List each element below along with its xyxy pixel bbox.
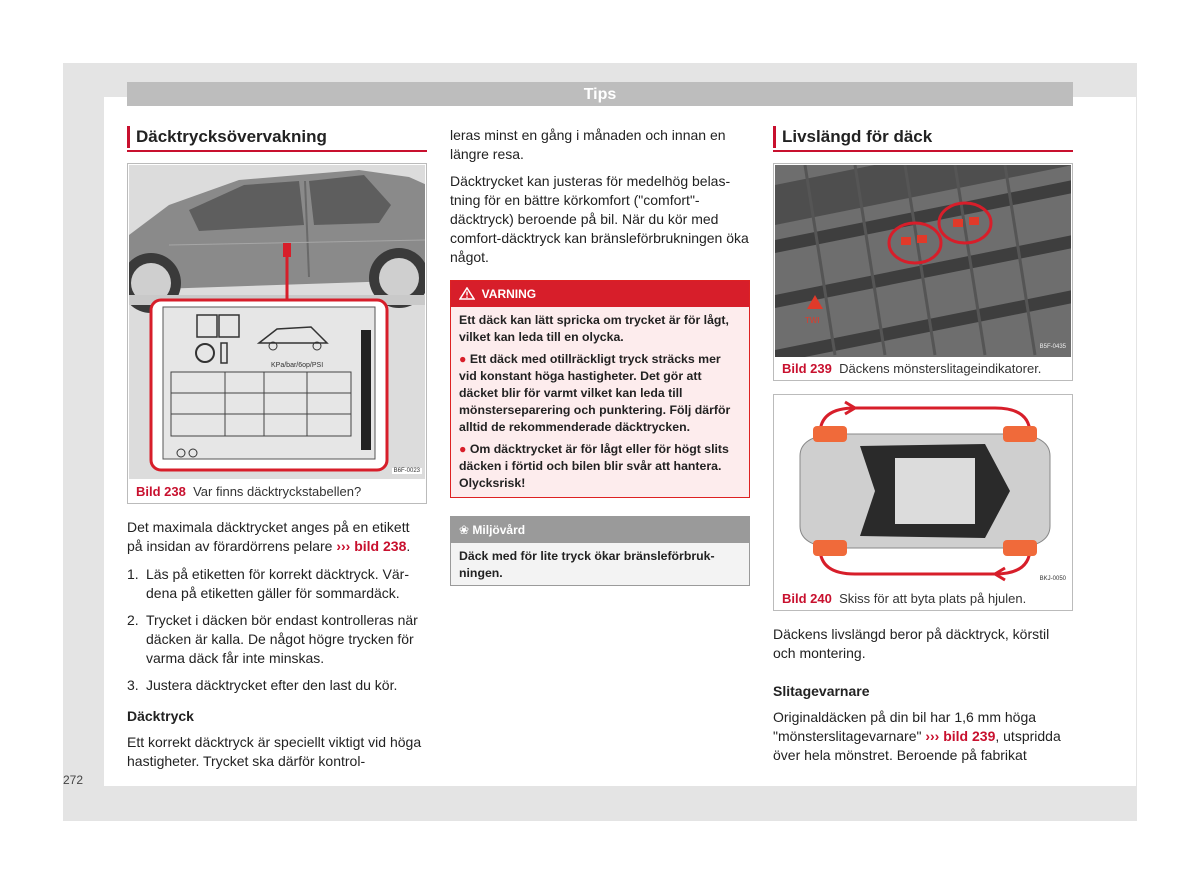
list-item [127,676,427,695]
figure-code: B5F-0435 [1039,344,1066,350]
intro-paragraph [127,518,427,556]
warning-box [450,280,750,498]
placard-units-label: KPa/bar/6op/PSI [271,362,324,369]
continued-paragraph: leras minst en gång i månaden och innan en längre resa. [450,127,726,162]
section-heading-tire-life: Livslängd för däck [773,126,932,148]
step-number: 3. [127,677,139,693]
subheading-tire-pressure: Däcktryck [127,708,194,724]
twi-mark: TWI [805,316,820,325]
figure-239-caption [782,361,1041,376]
wear-indicators-paragraph [773,708,1073,765]
figure-239-link[interactable]: ››› bild 239 [925,728,996,744]
warning-triangle-icon [459,287,475,300]
step-text: Justera däcktrycket efter den last du kör. [146,677,398,693]
page-number: 272 [63,773,84,787]
wheel-rotation-diagram [775,396,1071,586]
steps-list [127,565,427,703]
figure-240-caption [782,591,1026,606]
bullet-icon: ● [459,352,467,366]
bullet-icon: ● [459,442,467,456]
list-item [127,565,427,603]
intro-text: Det maximala däcktrycket anges på en etikett på insidan av förardörrens pelare [127,519,410,554]
wear-text-end: , utspridda över hela mönstret. Beroende på fabrikat [773,728,1061,763]
warning-header [451,281,749,307]
subheading-wear-indicators: Slitagevarnare [773,683,870,699]
intro-period: . [406,538,411,554]
environment-text: Däck med för lite tryck ökar bränsleförbrukningen. [459,549,715,580]
car-door-pillar-illustration [129,165,425,479]
tips-header-bar: Tips [127,82,1073,106]
step-text: Trycket i däcken bör endast kontrolleras när däcken är kalla. De något högre trycken för varma däck får inte minskas. [146,612,418,666]
heading-underline [773,150,1073,152]
environment-title: Miljövård [472,523,526,537]
comfort-pressure-paragraph: Däcktrycket kan justeras för medelhög belastning för en bättre körkomfort ("comfort"-däcktryck) beroende på bil. När du kör med comfort-däcktryck kan bränsleförbrukningen öka något. [450,173,749,265]
environment-box [450,516,750,586]
warning-bullet-text: Ett däck med otillräckligt tryck sträcks mer vid konstant höga hastigheter. Det gör att däcket blir för varmt vilket kan leda till mönsterseparering och punktering. Följ därför alltid de rekommenderade däcktrycken. [459,352,731,434]
figure-caption-text: Var finns däcktryckstabellen? [193,484,362,499]
figure-label: Bild 238 [136,484,186,499]
figure-238-caption [136,484,361,499]
step-text: Läs på etiketten för korrekt däcktryck. Värdena på etiketten gäller för sommardäck. [146,566,410,601]
heading-underline [127,150,427,152]
warning-bullet [459,441,741,492]
figure-label: Bild 240 [782,591,832,606]
wear-text: Originaldäcken på din bil har 1,6 mm höga "mönsterslitagevarnare" [773,709,1037,744]
figure-238 [127,163,427,504]
step-number: 2. [127,612,139,628]
environment-header [451,517,749,543]
warning-title: VARNING [481,287,537,301]
section-heading-tire-pressure: Däcktrycksövervakning [127,126,327,148]
warning-bullet-text: Om däcktrycket är för lågt eller för högt slits däcken i förtid och bilen blir svår att hantera. Olycksrisk! [459,442,729,490]
tire-life-paragraph: Däckens livslängd beror på däcktryck, körstil och montering. [773,626,1050,661]
flower-icon: ❀ [459,523,470,537]
figure-label: Bild 239 [782,361,832,376]
tread-wear-indicator-illustration [775,165,1071,357]
figure-238-link[interactable]: ››› bild 238 [336,538,407,554]
figure-code: BKJ-0050 [1039,576,1066,582]
figure-caption-text: Däckens mönsterslitageindikatorer. [839,361,1042,376]
figure-239 [773,163,1073,381]
tire-pressure-paragraph: Ett korrekt däcktryck är speciellt viktigt vid höga hastigheter. Trycket ska därför kontrol- [127,734,422,769]
figure-caption-text: Skiss för att byta plats på hjulen. [839,591,1027,606]
figure-code: B6F-0023 [393,468,420,474]
warning-paragraph: Ett däck kan lätt spricka om trycket är för lågt, vilket kan leda till en olycka. [459,313,729,344]
warning-bullet [459,351,741,436]
warning-body [451,307,749,492]
step-number: 1. [127,566,139,582]
figure-240 [773,394,1073,611]
list-item [127,611,427,668]
